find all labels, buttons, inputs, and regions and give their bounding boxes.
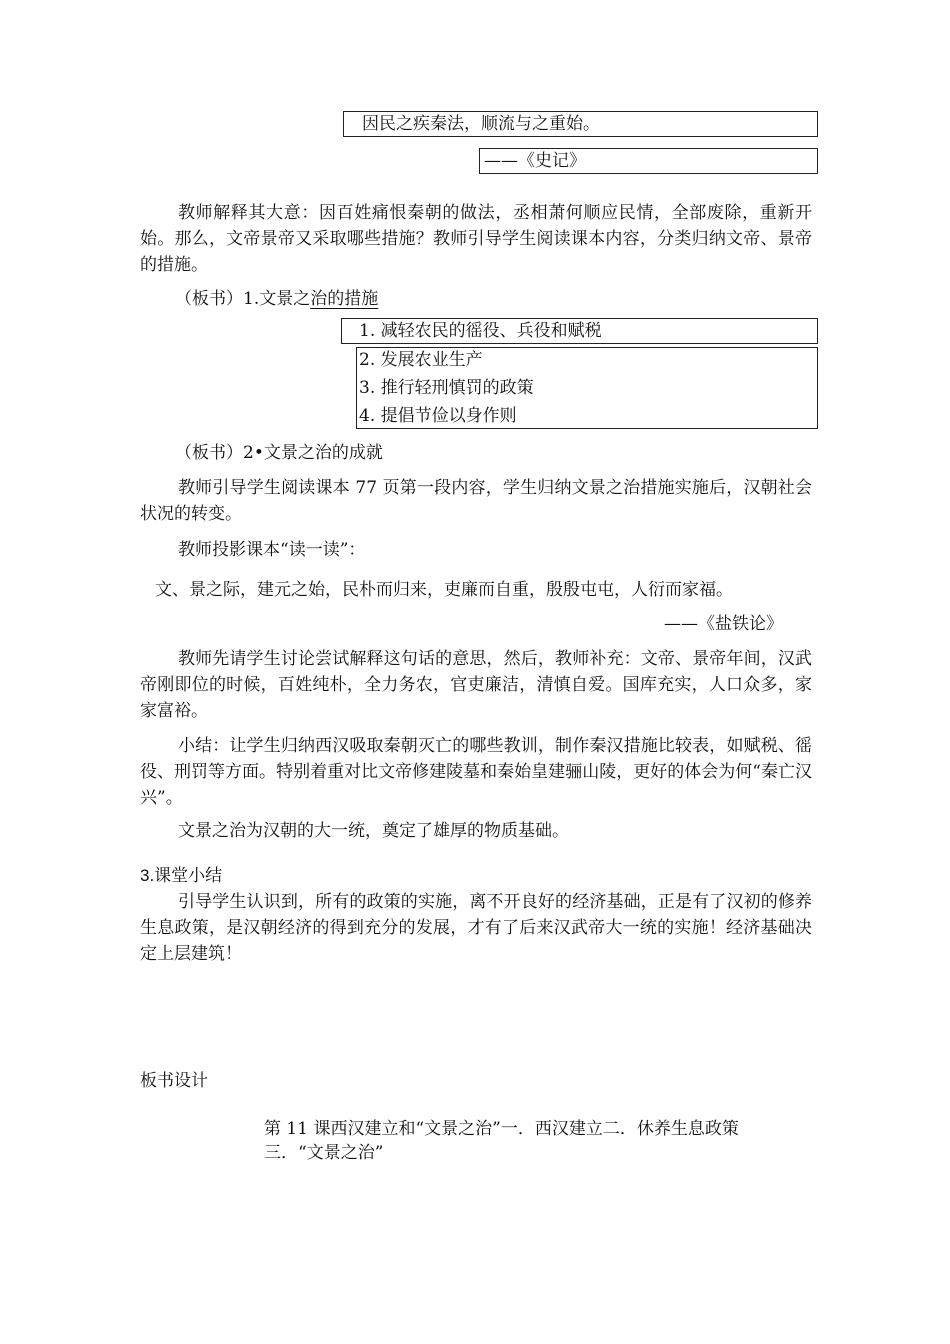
design-heading: 板书设计	[140, 1071, 208, 1091]
quote-box	[343, 111, 818, 137]
paragraph: 引导学生认识到，所有的政策的实施，离不开良好的经济基础，正是有了汉初的修养生息政策，是汉朝经济的得到充分的发展，才有了后来汉武帝大一统的实施！经济基础决定上层建筑！	[140, 892, 812, 964]
design-line: 第 11 课西汉建立和“文景之治”一．西汉建立二．休养生息政策	[264, 1119, 739, 1139]
board-heading-2: （板书）2•文景之治的成就	[175, 443, 383, 463]
quote-source-box	[479, 148, 818, 174]
board-heading	[175, 286, 378, 312]
section-heading: 3.课堂小结	[140, 866, 223, 885]
measure-item: 1. 减轻农民的徭役、兵役和赋税	[359, 321, 602, 341]
paragraph: 教师先请学生讨论尝试解释这句话的意思，然后，教师补充：文帝、景帝年间，汉武帝刚即位的时候，百姓纯朴，全力务农，官吏廉洁，清慎自爱。国库充实，人口众多，家家富裕。	[140, 649, 812, 721]
quote-text-2: 文、景之际，建元之始，民朴而归来，吏廉而自重，殷殷屯屯，人衍而家福。	[155, 580, 733, 600]
paragraph: 小结：让学生归纳西汉吸取秦朝灭亡的哪些教训，制作秦汉措施比较表，如赋税、徭役、刑罚等方面。特别着重对比文帝修建陵墓和秦始皇建骊山陵，更好的体会为何“秦亡汉兴”。	[140, 736, 812, 808]
measure-item: 3. 推行轻刑慎罚的政策	[359, 378, 534, 398]
measure-box-1	[341, 318, 818, 344]
board-heading-prefix: （板书）1.文景之	[175, 289, 311, 309]
paragraph: 文景之治为汉朝的大一统，奠定了雄厚的物质基础。	[178, 821, 569, 841]
quote-source-2: ——《盐铁论》	[664, 614, 783, 634]
paragraph: 教师引导学生阅读课本 77 页第一段内容，学生归纳文景之治措施实施后，汉朝社会状况的转变。	[140, 478, 812, 524]
measure-item: 4. 提倡节俭以身作则	[359, 406, 517, 426]
paragraph: 教师解释其大意：因百姓痛恨秦朝的做法，丞相萧何顺应民情，全部废除，重新开始。那么，文帝景帝又采取哪些措施？教师引导学生阅读课本内容，分类归纳文帝、景帝的措施。	[140, 203, 812, 275]
measures-list-box	[356, 347, 818, 429]
quote-source: ——《史记》	[484, 151, 586, 171]
board-heading-underlined: 治的措施	[310, 289, 379, 309]
design-line: 三．“文景之治”	[264, 1143, 384, 1163]
measure-item: 2. 发展农业生产	[359, 350, 483, 370]
paragraph: 教师投影课本“读一读”：	[178, 540, 366, 560]
quote-text: 因民之疾秦法，顺流与之重始。	[362, 114, 600, 134]
